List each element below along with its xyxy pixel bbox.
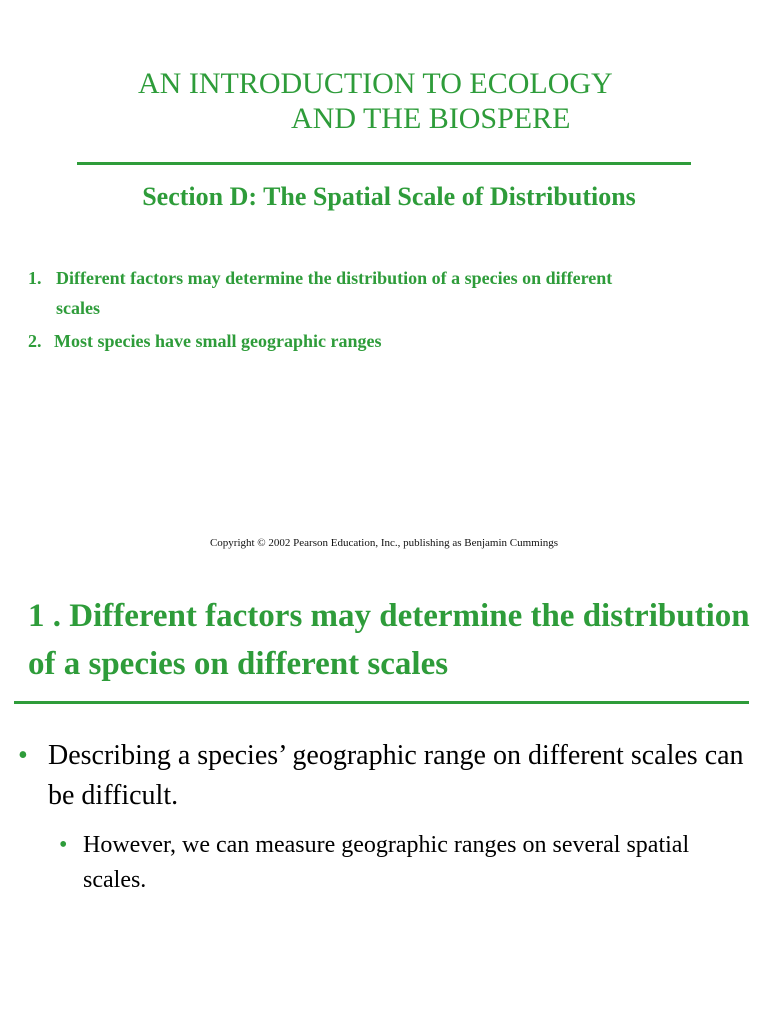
section-title: Section D: The Spatial Scale of Distributions	[142, 182, 636, 211]
bullet-text: However, we can measure geographic ranges on several spatial scales.	[83, 832, 690, 893]
toc-text: Different factors may determine the distribution of a species on different	[56, 268, 613, 288]
toc-text: Most species have small geographic ranges	[54, 331, 382, 351]
toc-number: 1.	[28, 268, 42, 288]
copyright-notice: Copyright © 2002 Pearson Education, Inc., publishing as Benjamin Cummings	[209, 537, 559, 549]
toc-item	[28, 326, 738, 356]
heading-divider	[14, 701, 749, 704]
bullet-icon: •	[18, 740, 28, 771]
slide-content-factors	[0, 512, 768, 1024]
slide-title-line-1: AN INTRODUCTION TO ECOLOGY	[138, 67, 613, 100]
toc-item	[28, 263, 738, 323]
bullet-icon: •	[59, 832, 68, 858]
toc-text-continuation: scales	[56, 298, 100, 318]
bullet-item	[18, 736, 748, 816]
slide-title-line-2: AND THE BIOSPERE	[291, 102, 571, 135]
slide-heading: 1 . Different factors may determine the distribution of a species on different scales	[28, 598, 750, 682]
toc-number: 2.	[28, 331, 42, 351]
sub-bullet-item	[59, 828, 743, 898]
title-divider	[77, 162, 691, 165]
bullet-text: Describing a species’ geographic range on different scales can be difficult.	[48, 740, 744, 811]
